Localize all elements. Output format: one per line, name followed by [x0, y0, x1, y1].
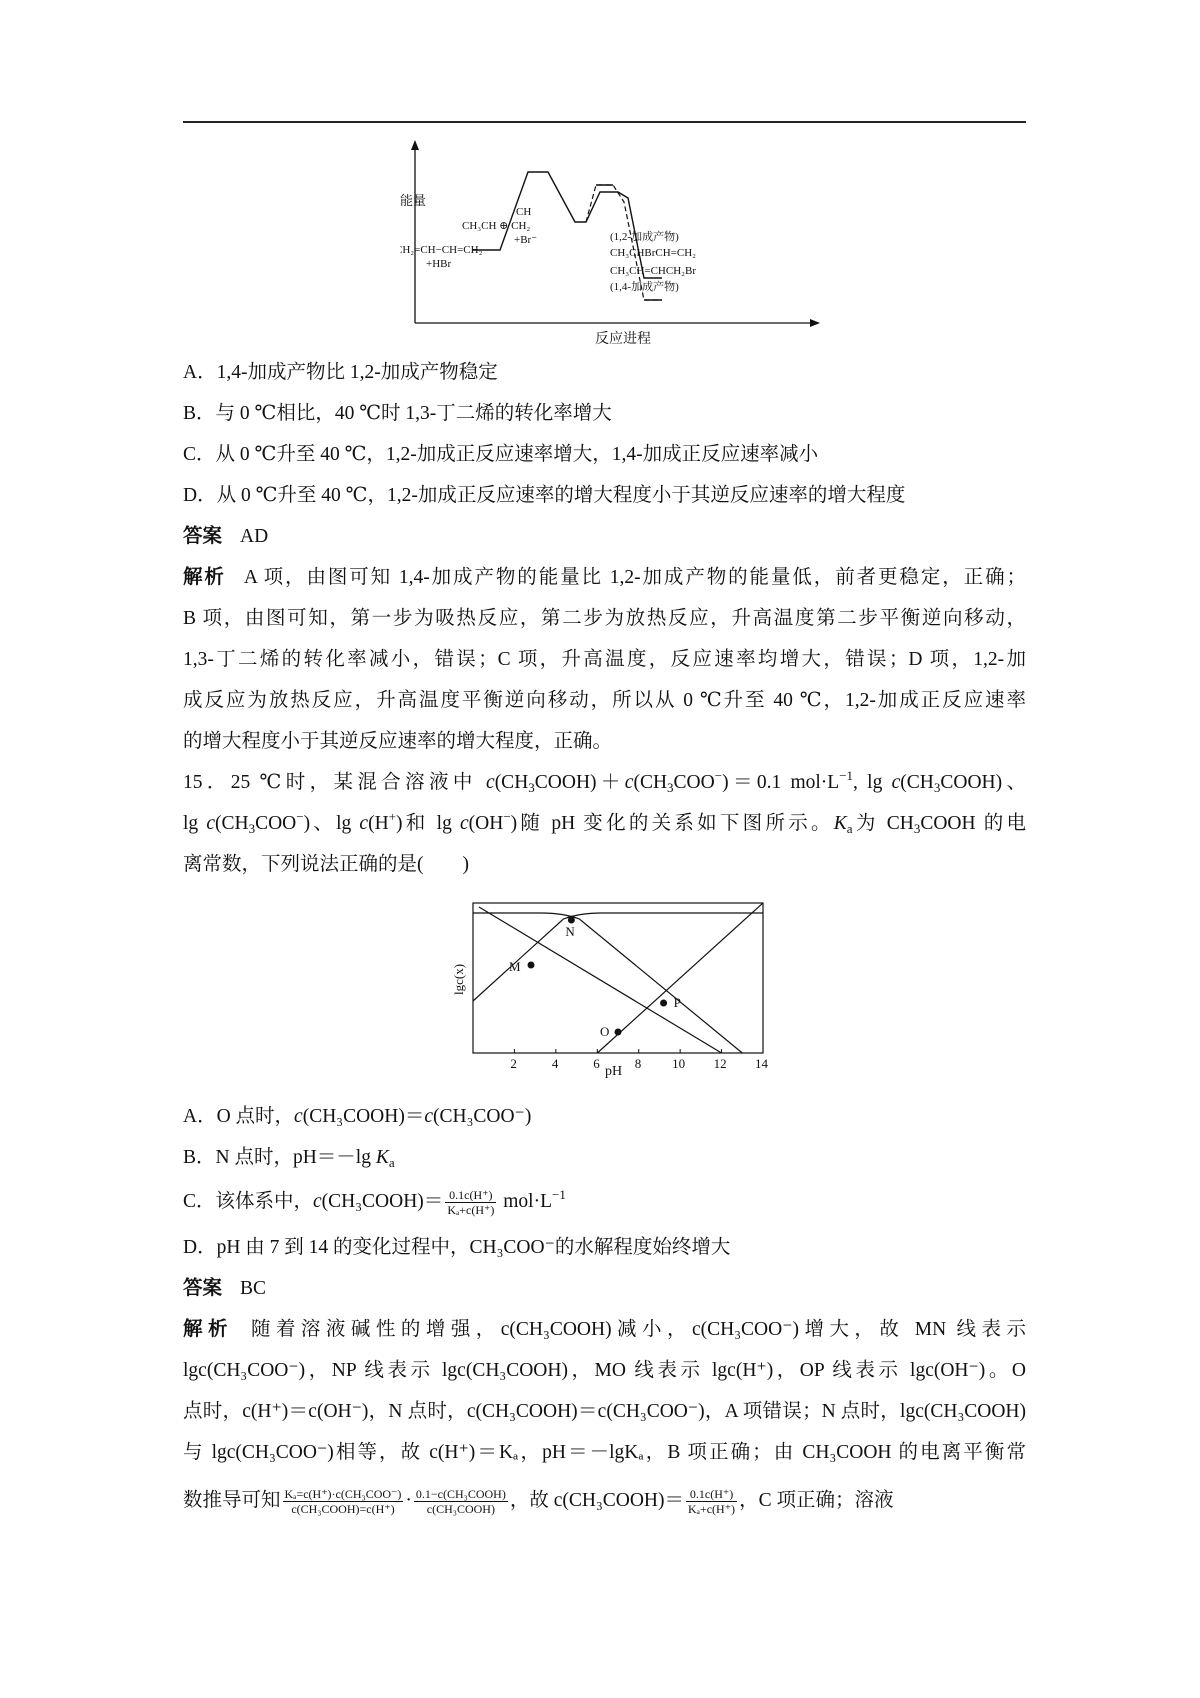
- sub: 3: [667, 780, 674, 795]
- x-tick-label: 4: [551, 1056, 559, 1071]
- intermediate-top: CH: [516, 206, 532, 218]
- q14-analysis-line2: B 项，由图可知，第一步为吸热反应，第二步为放热反应，升高温度第二步平衡逆向移动，: [183, 608, 1026, 629]
- x-tick-label: 8: [634, 1056, 642, 1071]
- q15-text: 25 ℃时，某混合溶液中: [230, 772, 487, 793]
- point-p: [660, 1000, 667, 1007]
- curve-OP: [597, 903, 763, 1053]
- fraction-numerator: 0.1c(H⁺): [445, 1188, 496, 1203]
- q15-text: , lg: [853, 772, 892, 793]
- q15-option-a: [183, 1104, 1043, 1130]
- q14-analysis-line3: 1,3-丁二烯的转化率减小，错误；C 项，升高温度，反应速率均增大，错误；D 项，1,2-加: [183, 649, 1026, 670]
- y-label-1: 能量: [400, 193, 427, 208]
- x-tick-label: 14: [755, 1056, 768, 1071]
- option-text: A．O 点时，: [183, 1106, 295, 1127]
- option-text: B．N 点时，pH＝－lg: [183, 1147, 376, 1168]
- q15-text: (H: [368, 813, 389, 834]
- q15-answer: [183, 1276, 1043, 1302]
- product14-formula: CH₃CH=CHCH₂Br: [610, 265, 696, 277]
- sup: −: [503, 809, 511, 824]
- q15-text: )＝0.1 mol·L: [722, 772, 840, 793]
- q15-text: lg: [183, 813, 207, 834]
- point-o: [615, 1029, 622, 1036]
- c-symbol: c: [424, 1106, 433, 1127]
- q14-option-a: A．1,4-加成产物比 1,2-加成产物稳定: [183, 362, 498, 383]
- point-label-n: N: [565, 924, 575, 939]
- reactant-line1: CH₂=CH−CH=CH₂: [400, 244, 483, 256]
- fraction: [414, 1487, 508, 1516]
- fraction-denominator: c(CH₃COOH): [426, 1502, 495, 1516]
- fraction: [686, 1487, 737, 1516]
- sub: 3: [933, 780, 941, 795]
- q14-option-d: D．从 0 ℃升至 40 ℃，1,2-加成正反应速率的增大程度小于其逆反应速率的增大程度: [183, 485, 906, 506]
- fraction: [445, 1188, 496, 1217]
- q15-text: (CH: [633, 772, 668, 793]
- x-label: 反应进程: [595, 332, 651, 347]
- q15-option-d: D．pH 由 7 到 14 的变化过程中，CH₃COO⁻的水解程度始终增大: [183, 1237, 731, 1258]
- analysis-text: A 项，由图可知 1,4-加成产物的能量比 1,2-加成产物的能量低，前者更稳定，正确；: [243, 567, 1026, 588]
- answer-label: 答案: [183, 526, 223, 547]
- x-tick-label: 2: [510, 1056, 517, 1071]
- option-text: mol·L: [503, 1190, 552, 1212]
- energy-diagram: [400, 140, 820, 350]
- reactant-line2: +HBr: [426, 258, 452, 270]
- sub: 3: [248, 821, 256, 836]
- analysis-text: ，C 项正确；溶液: [739, 1489, 894, 1511]
- analysis-text: 数推导可知: [183, 1489, 281, 1511]
- sub: 3: [913, 821, 921, 836]
- x-tick-label: 6: [593, 1056, 600, 1071]
- option-text: (CH₃COOH)＝: [321, 1190, 444, 1212]
- k-symbol: K: [375, 1147, 389, 1168]
- sub: a: [846, 821, 853, 836]
- q15-number: 15．: [183, 772, 231, 793]
- sub: 3: [528, 780, 535, 795]
- product12-name: (1,2-加成产物): [610, 231, 679, 243]
- q15-stem-line1: [183, 770, 1026, 796]
- x-axis-label: pH: [605, 1064, 623, 1079]
- intermediate-mid: CH₃CH ⊕ CH₂: [462, 220, 531, 232]
- q15-text: )随 pH 变化的关系如下图所示。: [510, 813, 834, 834]
- q15-text: (OH: [468, 813, 504, 834]
- c-symbol: c: [459, 813, 469, 834]
- q15-text: COOH)＋: [534, 772, 625, 793]
- analysis-text: 随着溶液碱性的增强，c(CH₃COOH)减小，c(CH₃COO⁻)增大，故 MN 线表示: [250, 1319, 1026, 1340]
- q14-option-c: C．从 0 ℃升至 40 ℃，1,2-加成正反应速率增大，1,4-加成正反应速率减小: [183, 444, 819, 465]
- option-text: (CH₃COO⁻): [433, 1106, 532, 1127]
- fraction-denominator: Kₐ+c(H⁺): [447, 1203, 495, 1217]
- x-axis-arrow: [810, 319, 820, 327]
- q15-text: 为 CH: [852, 813, 914, 834]
- point-label-o: O: [600, 1024, 610, 1039]
- q15-analysis-line4: 与 lgc(CH₃COO⁻)相等，故 c(H⁺)＝Kₐ，pH＝－lgKₐ，B 项正确；由 CH₃COOH 的电离平衡常: [183, 1442, 1026, 1463]
- fraction-numerator: 0.1c(H⁺): [686, 1487, 737, 1502]
- q15-option-c: [183, 1188, 1043, 1217]
- q15-text: COOH)、: [940, 772, 1026, 793]
- c-symbol: c: [486, 772, 495, 793]
- point-m: [528, 962, 535, 969]
- q15-option-b: [183, 1145, 1043, 1171]
- c-symbol: c: [294, 1106, 303, 1127]
- ph-chart-svg: [425, 895, 775, 1080]
- y-axis-arrow: [411, 140, 419, 150]
- y-axis-label: lgc(x): [451, 963, 466, 995]
- sub: a: [388, 1155, 395, 1170]
- q14-analysis-line1: [183, 565, 1026, 591]
- q15-text: COO: [255, 813, 297, 834]
- k-symbol: K: [833, 813, 847, 834]
- q15-stem-line2: [183, 811, 1026, 837]
- q15-analysis-line3: 点时，c(H⁺)＝c(OH⁻)，N 点时，c(CH₃COOH)＝c(CH₃COO⁻)，A 项错误；N 点时，lgc(CH₃COOH): [183, 1401, 1026, 1422]
- fraction-numerator: 0.1−c(CH₃COOH): [415, 1487, 506, 1501]
- q14-analysis-line5: 的增大程度小于其逆反应速率的增大程度，正确。: [183, 731, 613, 752]
- sup: −: [296, 809, 304, 824]
- intermediate-bottom: +Br⁻: [514, 234, 538, 246]
- sup: −1: [839, 768, 854, 783]
- q15-text: (CH: [214, 813, 249, 834]
- sup: +: [388, 809, 396, 824]
- q14-answer: [183, 524, 1043, 550]
- c-symbol: c: [206, 813, 215, 834]
- energy-diagram-svg: [400, 140, 820, 350]
- x-tick-label: 12: [713, 1056, 727, 1071]
- q14-analysis-line4: 成反应为放热反应，升高温度平衡逆向移动，所以从 0 ℃升至 40 ℃，1,2-加成正反应速率: [183, 690, 1026, 711]
- analysis-label: 解析: [183, 567, 226, 588]
- q15-text: COO: [673, 772, 715, 793]
- top-rule: [183, 121, 1026, 123]
- q15-analysis-line5: 数推导可知 $\frac{\text{Kₐ=c(H⁺)·c(CH₃COO⁻)}}{\text{c(CH₃COOH)=c(H⁺)}}$ · $\frac{\text{0.1−c(CH₃COOH)}}{\text{c(CH₃COOH)}}$ ，故 c(CH₃COOH)＝ $\frac{0.1c(H^+)}{\text{Kₐ+c(H⁺)}}$ ，C 项正确；溶液: [183, 1487, 894, 1516]
- q15-analysis-line2: lgc(CH₃COO⁻)，NP 线表示 lgc(CH₃COOH)，MO 线表示 lgc(H⁺)，OP 线表示 lgc(OH⁻)。O: [183, 1360, 1026, 1381]
- sup: −: [714, 768, 723, 783]
- point-n: [568, 917, 575, 924]
- option-text: (CH₃COOH)＝: [302, 1106, 425, 1127]
- x-tick-label: 10: [672, 1056, 686, 1071]
- q15-text: )和 lg: [396, 813, 460, 834]
- c-symbol: c: [359, 813, 369, 834]
- q15-stem-line3: 离常数，下列说法正确的是( ): [183, 854, 469, 875]
- product12-formula: CH₃CHBrCH=CH₂: [610, 247, 696, 259]
- c-symbol: c: [891, 772, 901, 793]
- q15-analysis-line1: [183, 1317, 1026, 1343]
- analysis-label: 解析: [183, 1319, 233, 1340]
- answer-value: BC: [240, 1278, 267, 1299]
- answer-label: 答案: [183, 1278, 223, 1299]
- fraction: [283, 1487, 404, 1516]
- fraction-denominator: c(CH₃COOH)=c(H⁺): [291, 1502, 395, 1516]
- q15-text: (CH: [494, 772, 529, 793]
- answer-value: AD: [240, 526, 269, 547]
- curve-MN: [473, 913, 763, 1001]
- fraction-denominator: Kₐ+c(H⁺): [688, 1502, 736, 1516]
- q15-text: COOH 的电: [920, 813, 1026, 834]
- q15-text: )、lg: [303, 813, 360, 834]
- ph-chart: [425, 895, 775, 1080]
- sup: −1: [551, 1186, 566, 1202]
- fraction-numerator: Kₐ=c(H⁺)·c(CH₃COO⁻): [284, 1487, 402, 1501]
- product14-name: (1,4-加成产物): [610, 281, 679, 293]
- q15-text: (CH: [900, 772, 934, 793]
- point-label-m: M: [509, 959, 521, 974]
- option-text: C．该体系中，: [183, 1190, 314, 1212]
- analysis-text: ，故 c(CH₃COOH)＝: [509, 1489, 685, 1511]
- q14-option-b: B．与 0 ℃相比，40 ℃时 1,3-丁二烯的转化率增大: [183, 403, 612, 424]
- c-symbol: c: [313, 1190, 322, 1212]
- point-label-p: P: [673, 995, 681, 1010]
- c-symbol: c: [624, 772, 634, 793]
